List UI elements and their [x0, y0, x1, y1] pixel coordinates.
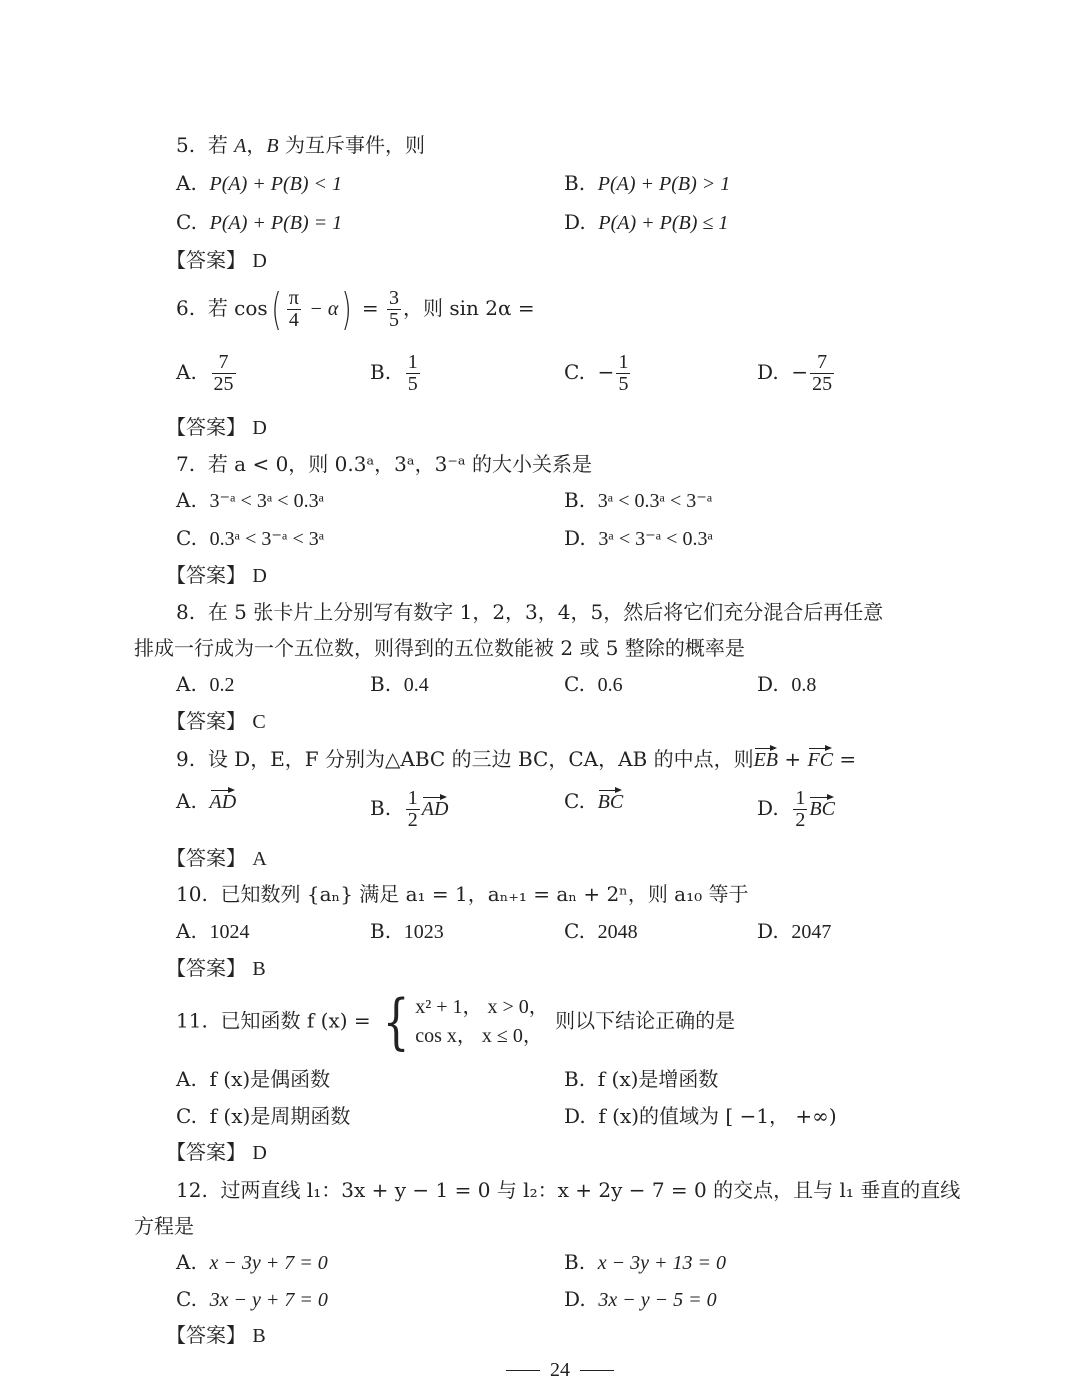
q7-stem: 7. 若 a < 0，则 0.3ᵃ，3ᵃ，3⁻ᵃ 的大小关系是: [176, 452, 592, 476]
q10-answer: 【答案】 B: [166, 956, 266, 980]
q7-option-b: B. 3ᵃ < 0.3ᵃ < 3⁻ᵃ: [564, 488, 713, 512]
q10-option-c: C. 2048: [564, 919, 638, 943]
q8-option-a: A. 0.2: [176, 672, 235, 696]
footer-dash-left: [506, 1370, 540, 1371]
q10-option-b: B. 1023: [370, 919, 444, 943]
q9-answer: 【答案】 A: [166, 846, 267, 870]
q6-option-a: A. $\frac{7}{25}$: [176, 351, 234, 395]
q6-option-d: D. − $\frac{7}{25}$: [757, 351, 833, 395]
q11-case-2: cos x， x ≤ 0，: [415, 1025, 543, 1047]
footer-dash-right: [580, 1370, 614, 1371]
q9-option-d: D. $\frac{1}{2}$ BC: [757, 787, 835, 831]
q6-stem: 6. 若 cos( $\frac{\pi}{4}$ − α) = $\frac{3}{5}$ ，则 sin 2α =: [176, 283, 535, 335]
q5-option-b: B. P(A) + P(B) > 1: [564, 171, 731, 195]
q7-option-d: D. 3ᵃ < 3⁻ᵃ < 0.3ᵃ: [564, 526, 713, 550]
q5-option-d: D. P(A) + P(B) ≤ 1: [564, 210, 729, 234]
q7-option-c: C. 0.3ᵃ < 3⁻ᵃ < 3ᵃ: [176, 526, 325, 550]
q8-option-c: C. 0.6: [564, 672, 623, 696]
q10-option-d: D. 2047: [757, 919, 832, 943]
q6-answer: 【答案】 D: [166, 415, 267, 439]
q8-stem-line1: 8. 在 5 张卡片上分别写有数字 1，2，3，4，5，然后将它们充分混合后再任意: [176, 600, 884, 624]
q11-stem: 11. 已知函数 f (x) = { x² + 1， x > 0， cos x， x ≤ 0， 则以下结论正确的是: [176, 987, 736, 1057]
q5-option-c: C. P(A) + P(B) = 1: [176, 210, 343, 234]
q7-option-a: A. 3⁻ᵃ < 3ᵃ < 0.3ᵃ: [176, 488, 325, 512]
q9-option-a: A. AD: [176, 789, 237, 813]
q9-option-b: B. $\frac{1}{2}$ AD: [370, 787, 449, 831]
q11-option-d: D. f (x)的值域为 [ −1， +∞): [564, 1104, 837, 1128]
q10-option-a: A. 1024: [176, 919, 250, 943]
q8-answer: 【答案】 C: [166, 709, 266, 733]
q9-stem: 9. 设 D，E，F 分别为△ABC 的三边 BC，CA，AB 的中点，则EB + FC =: [176, 747, 857, 771]
q12-option-b: B. x − 3y + 13 = 0: [564, 1250, 727, 1274]
q11-option-a: A. f (x)是偶函数: [176, 1067, 331, 1091]
q7-answer: 【答案】 D: [166, 563, 267, 587]
q8-stem-line2: 排成一行成为一个五位数，则得到的五位数能被 2 或 5 整除的概率是: [134, 636, 745, 660]
q5-answer: 【答案】 D: [166, 248, 267, 272]
page-number: 24: [550, 1359, 570, 1381]
q12-stem-line2: 方程是: [134, 1214, 194, 1238]
q8-option-b: B. 0.4: [370, 672, 429, 696]
page-footer: [496, 1358, 624, 1381]
q6-option-b: B. $\frac{1}{5}$: [370, 351, 418, 395]
q8-option-d: D. 0.8: [757, 672, 817, 696]
q11-option-b: B. f (x)是增函数: [564, 1067, 719, 1091]
q12-option-d: D. 3x − y − 5 = 0: [564, 1287, 717, 1311]
q12-option-a: A. x − 3y + 7 = 0: [176, 1250, 328, 1274]
q9-option-c: C. BC: [564, 789, 624, 813]
q12-answer: 【答案】 B: [166, 1323, 266, 1347]
q10-stem: 10. 已知数列 {aₙ} 满足 a₁ = 1，aₙ₊₁ = aₙ + 2ⁿ，则 a₁₀ 等于: [176, 882, 749, 906]
q12-option-c: C. 3x − y + 7 = 0: [176, 1287, 328, 1311]
q11-option-c: C. f (x)是周期函数: [176, 1104, 351, 1128]
q5-option-a: A. P(A) + P(B) < 1: [176, 171, 343, 195]
q11-answer: 【答案】 D: [166, 1140, 267, 1164]
q5-stem: 5. 若 A，B 为互斥事件，则: [176, 133, 425, 157]
q12-stem-line1: 12. 过两直线 l₁：3x + y − 1 = 0 与 l₂：x + 2y − 7 = 0 的交点，且与 l₁ 垂直的直线: [176, 1178, 961, 1202]
q11-case-1: x² + 1， x > 0，: [415, 996, 549, 1018]
q6-option-c: C. − $\frac{1}{5}$: [564, 351, 629, 395]
